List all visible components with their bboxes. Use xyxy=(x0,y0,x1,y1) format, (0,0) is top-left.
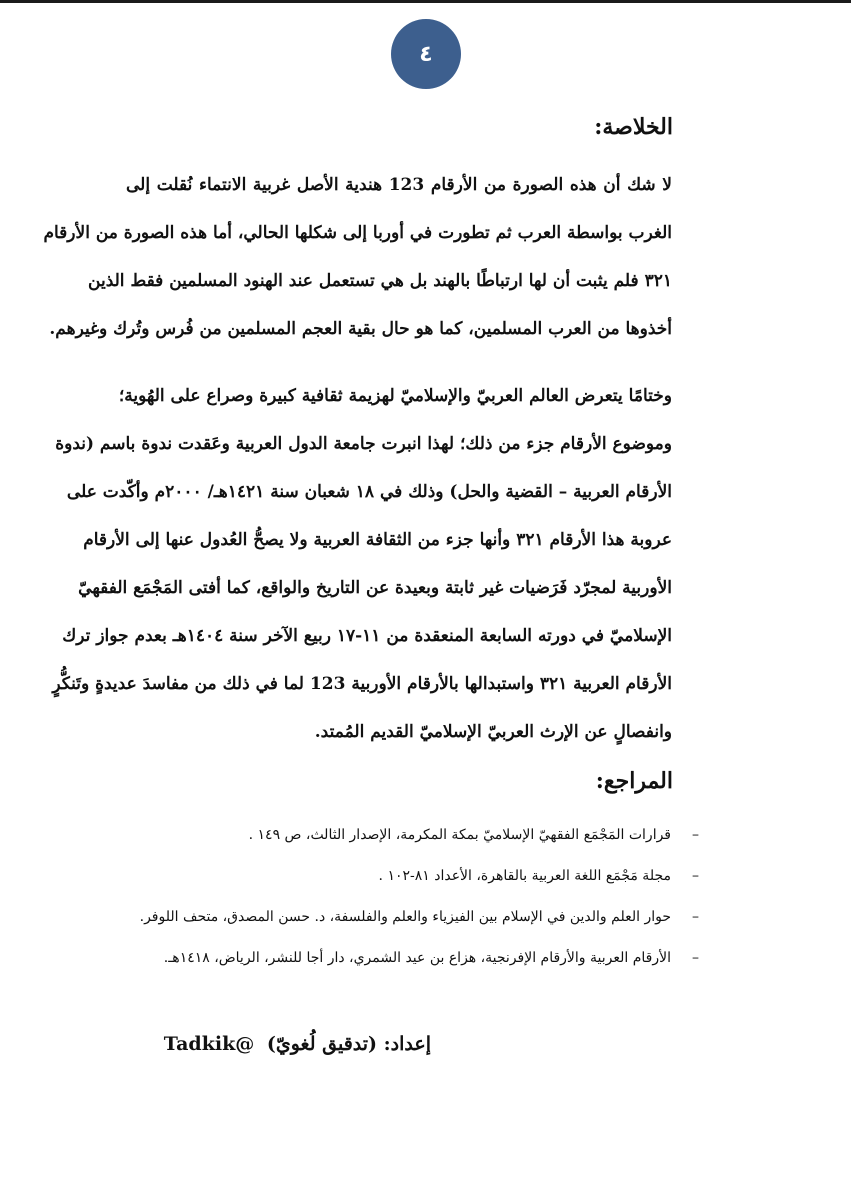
paragraph-line: وموضوع الأرقام جزء من ذلك؛ لهذا انبرت جامعة الدول العربية وعَقدت ندوة باسم (ندوة xyxy=(55,434,672,454)
references-list xyxy=(99,814,699,978)
paragraph-line: وختامًا يتعرض العالم العربيّ والإسلاميّ لهزيمة ثقافية كبيرة وصراع على الهُوية؛ xyxy=(118,386,672,406)
paragraph-line: وانفصالٍ عن الإرث العربيّ الإسلاميّ القديم المُمتد. xyxy=(314,722,672,742)
page-number: ٤ xyxy=(419,41,433,67)
list-dash: – xyxy=(692,908,699,925)
summary-heading: الخلاصة: xyxy=(594,114,673,140)
reference-text: مجلة مَجْمَع اللغة العربية بالقاهرة، الأعداد ٨١-١٠٢ . xyxy=(378,867,671,884)
reference-text: الأرقام العربية والأرقام الإفرنجية، هزاع بن عيد الشمري، دار أجا للنشر، الرياض، ١٤١٨هـ. xyxy=(163,949,671,966)
prepared-by-label: إعداد: (تدقيق لُغويّ) xyxy=(266,1033,431,1055)
list-dash: – xyxy=(692,949,699,966)
summary-paragraph-2 xyxy=(52,372,672,756)
reference-item xyxy=(99,937,699,978)
paragraph-line: الأوربية لمجرّد فَرَضيات غير ثابتة وبعيدة عن التاريخ والواقع، كما أفتى المَجْمَع الفقهيّ xyxy=(78,578,672,598)
author-handle: @Tadkik xyxy=(163,1033,255,1055)
reference-text: حوار العلم والدين في الإسلام بين الفيزياء والعلم والفلسفة، د. حسن المصدق، متحف اللوفر. xyxy=(139,908,671,925)
paragraph-line: الأرقام العربية ٣٢١ واستبدالها بالأرقام الأوربية 123 لما في ذلك من مفاسدَ عديدةٍ وتَنكُّرٍ xyxy=(52,674,672,694)
paragraph-line: ٣٢١ فلم يثبت أن لها ارتباطًا بالهند بل هي تستعمل عند الهنود المسلمين فقط الذين xyxy=(88,271,672,291)
paragraph-line: أخذوها من العرب المسلمين، كما هو حال بقية العجم المسلمين من فُرس وتُرك وغيرهم. xyxy=(49,319,672,339)
reference-text: قرارات المَجْمَع الفقهيّ الإسلاميّ بمكة المكرمة، الإصدار الثالث، ص ١٤٩ . xyxy=(248,826,671,843)
paragraph-line: الغرب بواسطة العرب ثم تطورت في أوربا إلى شكلها الحالي، أما هذه الصورة من الأرقام xyxy=(43,223,672,243)
reference-item xyxy=(99,814,699,855)
reference-item xyxy=(99,896,699,937)
references-heading: المراجع: xyxy=(595,768,673,794)
list-dash: – xyxy=(692,826,699,843)
summary-paragraph-1 xyxy=(43,161,673,353)
paragraph-line: لا شك أن هذه الصورة من الأرقام 123 هندية الأصل غربية الانتماء نُقلت إلى xyxy=(126,175,673,195)
reference-item xyxy=(99,855,699,896)
page-number-badge xyxy=(391,19,461,89)
paragraph-line: الإسلاميّ في دورته السابعة المنعقدة من ١١-١٧ ربيع الآخر سنة ١٤٠٤هـ بعدم جواز ترك xyxy=(62,626,672,646)
top-border-line xyxy=(0,0,851,3)
list-dash: – xyxy=(692,867,699,884)
prepared-by xyxy=(164,1033,431,1055)
paragraph-line: عروبة هذا الأرقام ٣٢١ وأنها جزء من الثقافة العربية ولا يصحُّ العُدول عنها إلى الأرقام xyxy=(83,530,672,550)
paragraph-line: الأرقام العربية – القضية والحل) وذلك في ١٨ شعبان سنة ١٤٢١هـ/ ٢٠٠٠م وأكّدت على xyxy=(66,482,672,502)
